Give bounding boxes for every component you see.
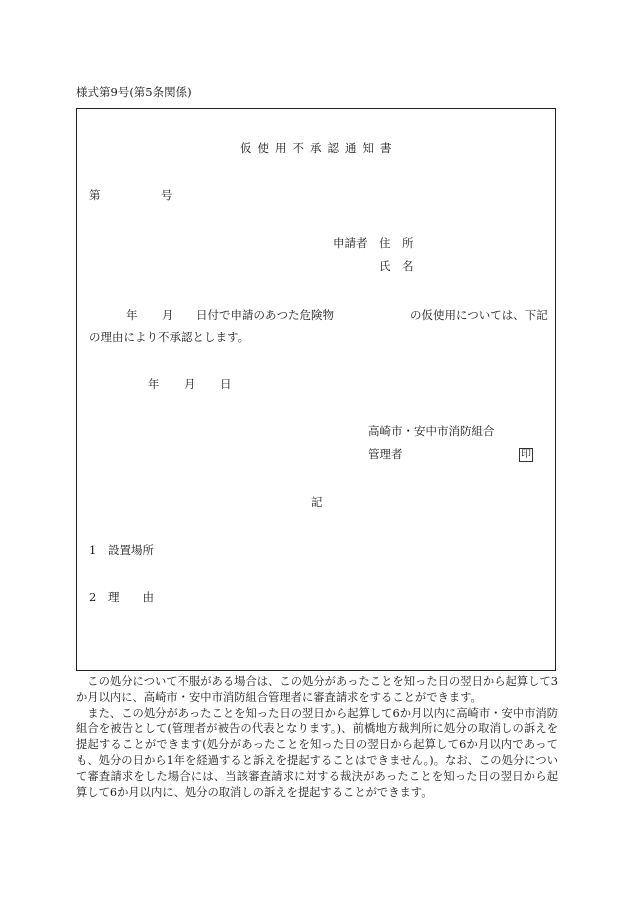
form-label: 様式第9号(第5条関係) xyxy=(76,85,192,99)
body-month: 月 xyxy=(162,308,174,322)
note-paragraph: この処分について不服がある場合は、この処分があったことを知った日の翌日から起算して3か月以内に、高崎市・安中市消防組合管理者に審査請求をすることができます。 xyxy=(76,675,558,704)
note-paragraph: また、この処分があったことを知った日の翌日から起算して6か月以内に高崎市・安中市消防組合を被告として(管理者が被告の代表となります。)、前橋地方裁判所に処分の取消しの訴えを提起することができます(処分があったことを知った日の翌日から起算して6か月以内であっても、処分の日から1年を経過すると訴えを提起することはできません。)。なお、この処分について審査請求をした場合には、当該審査請求に対する裁決があったことを知った日の翌日から起算して6か月以内に、処分の取消しの訴えを提起することができます。 xyxy=(76,706,558,799)
body-text-2: の仮使用については、下記 xyxy=(410,308,548,322)
issue-year: 年 xyxy=(148,377,160,391)
item-2-num: 2 xyxy=(89,590,97,604)
ki-heading: 記 xyxy=(311,495,323,509)
item-1-label: 設置場所 xyxy=(108,543,154,557)
number-suffix: 号 xyxy=(161,188,173,202)
name-label: 氏 名 xyxy=(379,259,414,273)
issuer-title: 管理者 xyxy=(368,447,403,461)
address-label: 住 所 xyxy=(379,236,414,250)
seal-mark xyxy=(519,446,533,462)
document-title: 仮使用不承認通知書 xyxy=(240,141,398,155)
item-1-num: 1 xyxy=(89,543,97,557)
body-text-3: の理由により不承認とします。 xyxy=(89,330,250,344)
issuer-org: 高崎市・安中市消防組合 xyxy=(368,424,495,438)
issue-month: 月 xyxy=(184,377,196,391)
applicant-label: 申請者 xyxy=(333,236,368,250)
body-text-1: 日付で申請のあつた危険物 xyxy=(196,308,334,322)
item-2-label: 理 由 xyxy=(108,590,154,604)
appeal-notes xyxy=(76,674,558,800)
seal-box: 印 xyxy=(521,449,531,460)
body-year: 年 xyxy=(126,308,138,322)
issue-day: 日 xyxy=(220,377,232,391)
number-prefix: 第 xyxy=(89,188,101,202)
